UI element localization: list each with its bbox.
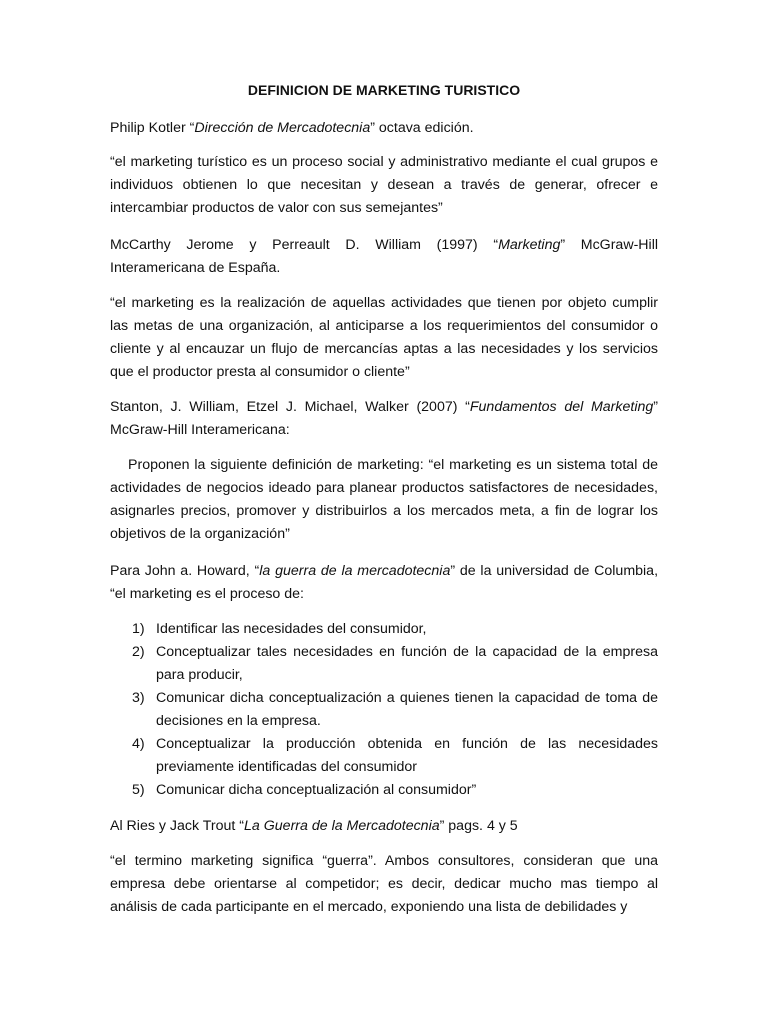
list-item [110, 779, 658, 802]
howard-book-title: la guerra de la mercadotecnia [259, 563, 451, 579]
stanton-reference-pre: Stanton, J. William, Etzel J. Michael, Walker (2007) “ [110, 399, 470, 415]
stanton-reference-post: ” McGraw-Hill Interamericana: [110, 399, 658, 438]
ries-reference-pre: Al Ries y Jack Trout “ [110, 818, 245, 834]
stanton-quote: Proponen la siguiente definición de marketing: “el marketing es un sistema total de actividades de negocios ideado para planear productos satisfactores de necesidades, asignarles precios, promover y distribuirlos a los mercados meta, a fin de lograr los objetivos de la organización” [110, 457, 658, 542]
list-item-text: Comunicar dicha conceptualización a quienes tienen la capacidad de toma de decisiones en la empresa. [156, 690, 658, 729]
list-item-text: Identificar las necesidades del consumidor, [156, 621, 427, 637]
list-item-text: Comunicar dicha conceptualización al consumidor” [156, 782, 477, 798]
list-item-number: 5) [132, 782, 145, 798]
ries-book-title: La Guerra de la Mercadotecnia [244, 818, 440, 834]
list-item [110, 641, 658, 687]
mccarthy-reference [110, 234, 658, 280]
kotler-quote: “el marketing turístico es un proceso social y administrativo mediante el cual grupos e individuos obtienen lo que necesitan y desean a través de generar, ofrecer e intercambiar productos de valor con sus semejantes” [110, 154, 658, 216]
ries-quote: “el termino marketing significa “guerra”. Ambos consultores, consideran que una empresa debe orientarse al competidor; es decir, dedicar mucho mas tiempo al análisis de cada participante en el mercado, exponiendo una lista de debilidades y [110, 853, 658, 915]
list-item [110, 733, 658, 779]
list-item [110, 687, 658, 733]
list-item-number: 3) [132, 690, 145, 706]
stanton-book-title: Fundamentos del Marketing [469, 399, 654, 415]
howard-process-list [110, 618, 658, 802]
kotler-book-title: Dirección de Mercadotecnia [194, 120, 371, 136]
list-item-number: 4) [132, 736, 145, 752]
stanton-reference [110, 396, 658, 442]
howard-reference-post: ” de la universidad de Columbia, “el marketing es el proceso de: [110, 563, 659, 602]
mccarthy-book-title: Marketing [498, 237, 561, 253]
kotler-reference-pre: Philip Kotler “ [110, 120, 195, 136]
howard-reference-pre: Para John a. Howard, “ [110, 563, 260, 579]
ries-reference [110, 815, 658, 838]
list-item [110, 618, 658, 641]
mccarthy-reference-post: ” McGraw-Hill Interamericana de España. [110, 237, 658, 276]
mccarthy-quote: “el marketing es la realización de aquellas actividades que tienen por objeto cumplir las metas de una organización, al anticiparse a los requerimientos del consumidor o cliente y al encauzar un flujo de mercancías aptas a las necesidades y los servicios que el productor presta al consumidor o cliente” [110, 295, 658, 380]
mccarthy-reference-pre: McCarthy Jerome y Perreault D. William (1997) “ [110, 237, 499, 253]
howard-reference [110, 560, 658, 606]
list-item-number: 2) [132, 644, 145, 660]
document-title: DEFINICION DE MARKETING TURISTICO [247, 82, 521, 98]
list-item-text: Conceptualizar la producción obtenida en función de las necesidades previamente identificadas del consumidor [156, 736, 658, 775]
list-item-text: Conceptualizar tales necesidades en función de la capacidad de la empresa para producir, [156, 644, 658, 683]
ries-reference-post: ” pags. 4 y 5 [439, 818, 518, 834]
list-item-number: 1) [132, 621, 145, 637]
kotler-reference [110, 117, 658, 140]
kotler-reference-post: ” octava edición. [370, 120, 474, 136]
